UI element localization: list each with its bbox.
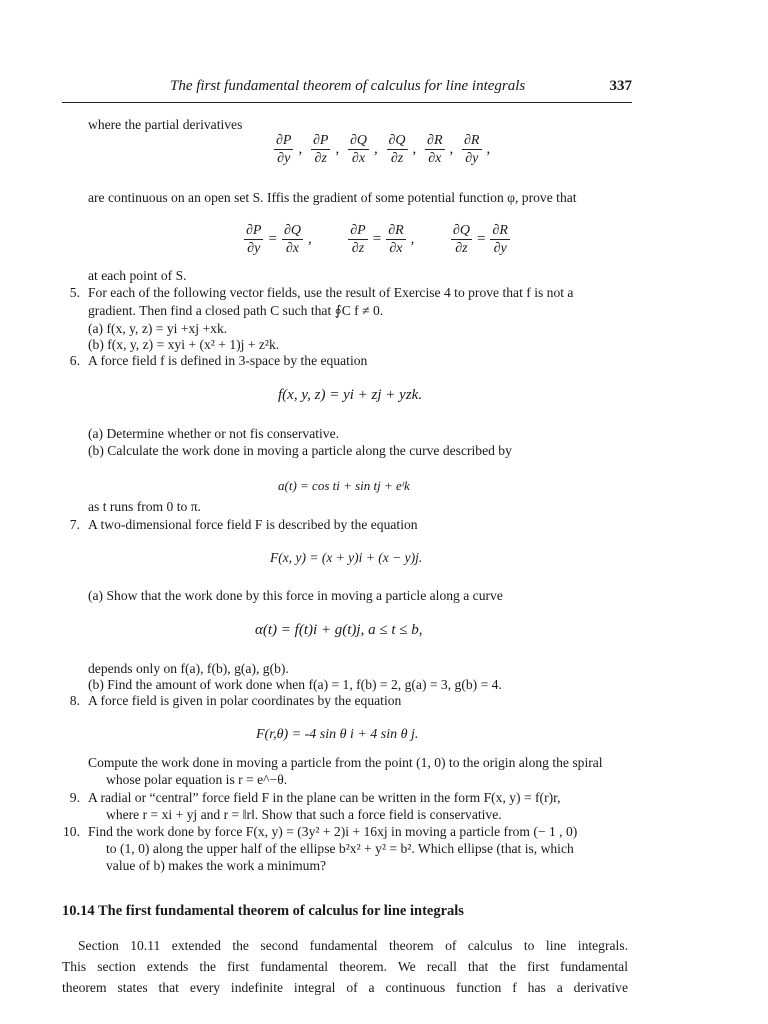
running-title: The first fundamental theorem of calculus for line integrals (170, 78, 526, 94)
exercise-number: 7. (69, 517, 80, 532)
exercise5-line1: For each of the following vector fields, use the result of Exercise 4 to prove that f is not a (88, 285, 574, 300)
exercise10-line3: value of b) makes the work a minimum? (106, 858, 327, 873)
exercise-number: 10. (63, 824, 80, 839)
exercise7-curve: α(t) = f(t)i + g(t)j, a ≤ t ≤ b, (255, 622, 423, 638)
exercise6-line1: A force field f is defined in 3-space by the equation (88, 353, 368, 368)
partial-fraction: $\frac{\partial R}{\partial x}$ (427, 133, 443, 166)
exercise6-curve: a(t) = cos ti + sin tj + eᵗk (278, 478, 410, 493)
partial-fraction: $\frac{\partial P}{\partial y}$ (276, 133, 292, 166)
exercise6-runs: as t runs from 0 to π. (88, 499, 201, 514)
exercise8-line2: Compute the work done in moving a particle from the point (1, 0) to the origin along the spiral (88, 755, 603, 770)
exercise8-line1: A force field is given in polar coordinates by the equation (88, 693, 402, 708)
page-header (62, 78, 632, 103)
partials-equalities: $\frac{\partial P}{\partial y}$ = $\frac{\partial Q}{\partial x}$ , $\frac{\partial P}{\partial z}$ = $\frac{\partial R}{\partial x}$ , $\frac{\partial Q}{\partial z}$ = $\frac{\partial R}{\partial y}$ (246, 223, 508, 256)
partial-fraction: $\frac{\partial R}{\partial y}$ (464, 133, 480, 166)
exercise8-line3: whose polar equation is r = e^−θ. (106, 772, 288, 787)
exercise10-line2: to (1, 0) along the upper half of the ellipse b²x² + y² = b². Which ellipse (that is, which (106, 841, 574, 856)
section-paragraph (62, 935, 628, 998)
exercise-number: 5. (69, 285, 80, 300)
at-each-point: at each point of S. (88, 268, 187, 283)
paragraph-line: theorem states that every indefinite integral of a continuous function f has a derivative (62, 980, 628, 995)
partial-fraction: $\frac{\partial Q}{\partial x}$ (349, 133, 367, 166)
exercise5-line2: gradient. Then find a closed path C such that ∮C f ≠ 0. (88, 303, 384, 318)
partials-intro: where the partial derivatives (88, 117, 243, 132)
exercise6-part-a: (a) Determine whether or not fis conservative. (88, 426, 340, 441)
paragraph-line: Section 10.11 extended the second fundamental theorem of calculus to line integrals. (78, 938, 628, 953)
exercise-number: 6. (69, 353, 80, 368)
page-number: 337 (609, 78, 632, 94)
continuous-text: are continuous on an open set S. Iffis the gradient of some potential function φ, prove that (88, 190, 577, 205)
exercise8-equation: F(r,θ) = -4 sin θ i + 4 sin θ j. (256, 727, 419, 742)
exercise9-line1: A radial or “central” force field F in the plane can be written in the form F(x, y) = f(r)r, (88, 790, 561, 805)
exercise6-equation: f(x, y, z) = yi + zj + yzk. (278, 387, 423, 403)
exercise-number: 8. (69, 693, 80, 708)
exercise7-line1: A two-dimensional force field F is described by the equation (88, 517, 418, 532)
exercise7-equation: F(x, y) = (x + y)i + (x − y)j. (270, 550, 423, 565)
section-heading: 10.14 The first fundamental theorem of calculus for line integrals (62, 903, 464, 919)
exercise5-part-a: (a) f(x, y, z) = yi +xj +xk. (88, 321, 228, 336)
exercise9-line2: where r = xi + yj and r = ‖r‖. Show that such a force field is conservative. (106, 807, 502, 822)
paragraph-line: This section extends the first fundamental theorem. We recall that the first fundamental (62, 959, 628, 974)
partials-list: $\frac{\partial P}{\partial y}$ , $\frac{\partial P}{\partial z}$ , $\frac{\partial Q}{\partial x}$ , $\frac{\partial Q}{\partial z}$ , $\frac{\partial R}{\partial x}$ , $\frac{\partial R}{\partial y}$ , (276, 133, 491, 166)
partial-fraction: $\frac{\partial Q}{\partial z}$ (388, 133, 406, 166)
exercise7-part-a: (a) Show that the work done by this force in moving a particle along a curve (88, 588, 503, 603)
exercise7-depends: depends only on f(a), f(b), g(a), g(b). (88, 661, 289, 676)
partial-fraction: $\frac{\partial P}{\partial z}$ (312, 133, 329, 166)
exercise7-part-b: (b) Find the amount of work done when f(a) = 1, f(b) = 2, g(a) = 3, g(b) = 4. (88, 677, 502, 692)
exercise10-line1: Find the work done by force F(x, y) = (3y² + 2)i + 16xj in moving a particle from (− 1 , 0) (88, 824, 578, 839)
exercise5-part-b: (b) f(x, y, z) = xyi + (x² + 1)j + z²k. (88, 337, 280, 352)
exercise-number: 9. (69, 790, 80, 805)
exercise6-part-b: (b) Calculate the work done in moving a particle along the curve described by (88, 443, 512, 458)
